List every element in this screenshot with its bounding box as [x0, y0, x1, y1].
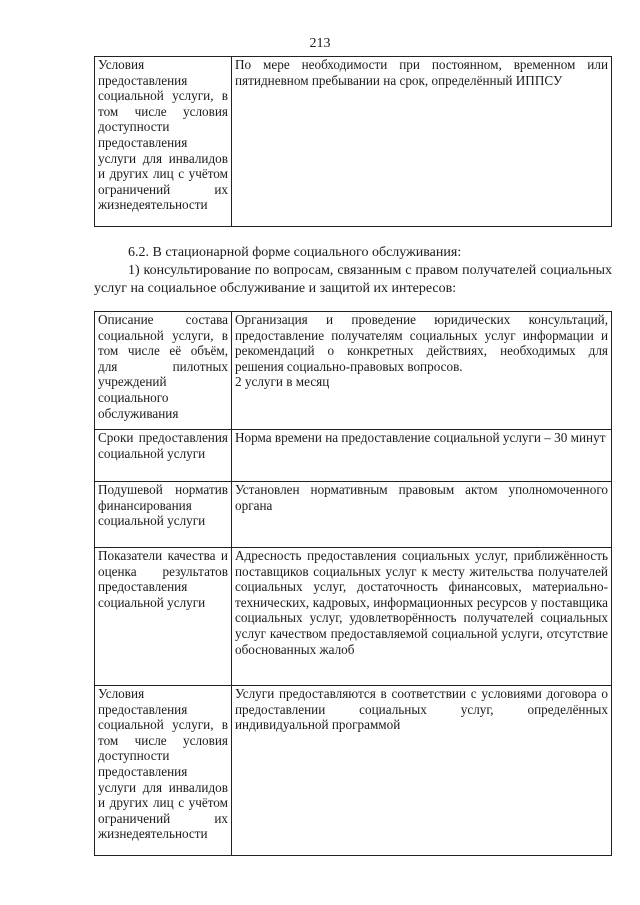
row-label: Сроки предоставления социальной услуги — [95, 430, 232, 482]
row-value — [232, 312, 612, 430]
row-value: Норма времени на предоставление социальной услуги – 30 минут — [232, 430, 612, 482]
row-label: Условия предоставления социальной услуги, в том числе условия доступности предоставления услуги для инвалидов и других лиц с учётом ограничений их жизнедеятельности — [95, 57, 232, 227]
row-label: Подушевой норматив финансирования социальной услуги — [95, 482, 232, 548]
table-row — [95, 686, 612, 856]
table-row — [95, 57, 612, 227]
table-row — [95, 548, 612, 686]
section-heading: 6.2. В стационарной форме социального обслуживания: — [128, 245, 462, 260]
row-label: Условия предоставления социальной услуги, в том числе условия доступности предоставления услуги для инвалидов и других лиц с учётом ограничений их жизнедеятельности — [95, 686, 232, 856]
row-value: Адресность предоставления социальных услуг, приближённость поставщиков социальных услуг к месту жительства получателей социальных услуг, достаточность финансовых, материально-технических, кадровых, информационных ресурсов у поставщика социальных услуг, удовлетворённость получателей социальных услуг качеством предоставляемой социальной услуги, отсутствие обоснованных жалоб — [232, 548, 612, 686]
item-text: 1) консультирование по вопросам, связанным с правом получателей социальных услуг на социальное обслуживание и защитой их интересов: — [94, 263, 612, 296]
conditions-table — [94, 56, 612, 227]
row-value-text: Организация и проведение юридических консультаций, предоставление получателям социальных услуг информации и рекомендаций о конкретных действиях, необходимых для решения социально-правовых вопросов. — [235, 312, 608, 374]
table-row — [95, 312, 612, 430]
row-value: По мере необходимости при постоянном, временном или пятидневном пребывании на срок, определённый ИППСУ — [232, 57, 612, 227]
row-value: Установлен нормативным правовым актом уполномоченного органа — [232, 482, 612, 548]
row-value: Услуги предоставляются в соответствии с условиями договора о предоставлении социальных услуг, определённых индивидуальной программой — [232, 686, 612, 856]
page-number: 213 — [309, 36, 331, 51]
row-value-extra: 2 услуги в месяц — [235, 374, 330, 390]
row-label: Показатели качества и оценка результатов предоставления социальной услуги — [95, 548, 232, 686]
service-table — [94, 311, 612, 856]
row-label: Описание состава социальной услуги, в том числе её объём, для пилотных учреждений социального обслуживания — [95, 312, 232, 430]
table-row — [95, 430, 612, 482]
table-row — [95, 482, 612, 548]
